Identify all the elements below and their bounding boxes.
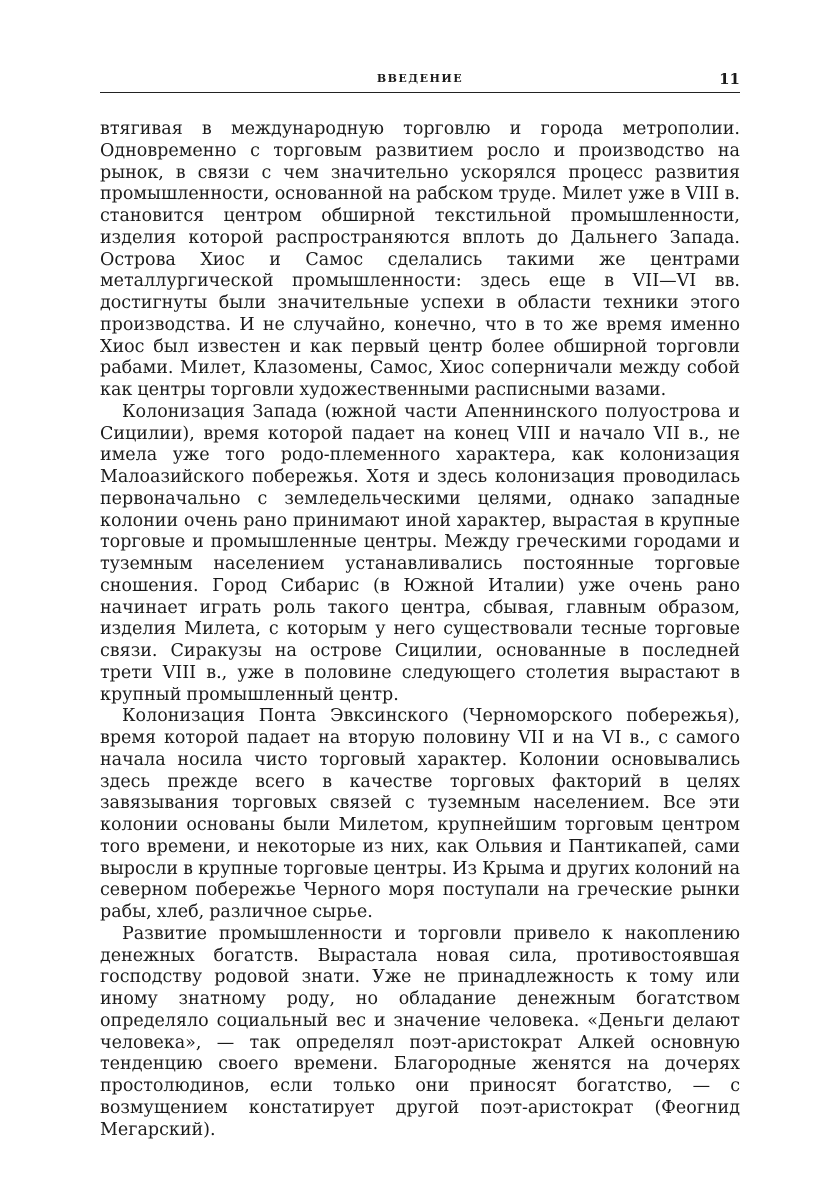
running-title: ВВЕДЕНИЕ (376, 72, 464, 85)
body-text (100, 119, 740, 1141)
book-page (100, 70, 740, 1141)
paragraph-money-wealth: Развитие промышленности и торговли привело к накоплению денежных богатств. Вырастала новая сила, противостоявшая господству родовой знати. Уже не принадлежность к тому или иному знатному роду, но обладание денежным богатством определяло социальный вес и значение человека. «Деньги делают человека», — так определял поэт-аристократ Алкей основную тенденцию своего времени. Благородные женятся на дочерях простолюдинов, если только они приносят богатство, — с возмущением констатирует другой поэт-аристократ (Феогнид Мегарский). (100, 923, 740, 1140)
paragraph-colonization-pontus: Колонизация Понта Эвксинского (Черноморского побережья), время которой падает на вторую половину VII и на VI в., с самого начала носила чисто торговый характер. Колонии основывались здесь прежде всего в качестве торговых факторий в целях завязывания торговых связей с туземным населением. Все эти колонии основаны были Милетом, крупнейшим торговым центром того времени, и некоторые из них, как Ольвия и Пантикапей, сами выросли в крупные торговые центры. Из Крыма и других колоний на северном побережье Черного моря поступали на греческие рынки рабы, хлеб, различное сырье. (100, 706, 740, 922)
running-header (100, 70, 740, 93)
paragraph-continuation: втягивая в международную торговлю и города метрополии. Одновременно с торговым развитием росло и производство на рынок, в связи с чем значительно ускорялся процесс развития промышленности, основанной на рабском труде. Милет уже в VIII в. становится центром обширной текстильной промышленности, изделия которой распространяются вплоть до Дальнего Запада. Острова Хиос и Самос сделались такими же центрами металлургической промышленности: здесь еще в VII—VI вв. достигнуты были значительные успехи в области техники этого производства. И не случайно, конечно, что в то же время именно Хиос был известен и как первый центр более обширной торговли рабами. Милет, Клазомены, Самос, Хиос соперничали между собой как центры торговли художественными расписными вазами. (100, 119, 740, 400)
paragraph-colonization-west: Колонизация Запада (южной части Апеннинского полуострова и Сицилии), время которой падает на конец VIII и начало VII в., не имела уже того родо-племенного характера, как колонизация Малоазийского побережья. Хотя и здесь колонизация проводилась первоначально с земледельческими целями, однако западные колонии очень рано принимают иной характер, вырастая в крупные торговые и промышленные центры. Между греческими городами и туземным населением устанавливались постоянные торговые сношения. Город Сибарис (в Южной Италии) уже очень рано начинает играть роль такого центра, сбывая, главным образом, изделия Милета, с которым у него существовали тесные торговые связи. Сиракузы на острове Сицилии, основанные в последней трети VIII в., уже в половине следующего столетия вырастают в крупный промышленный центр. (100, 401, 740, 705)
page-number: 11 (719, 70, 740, 88)
